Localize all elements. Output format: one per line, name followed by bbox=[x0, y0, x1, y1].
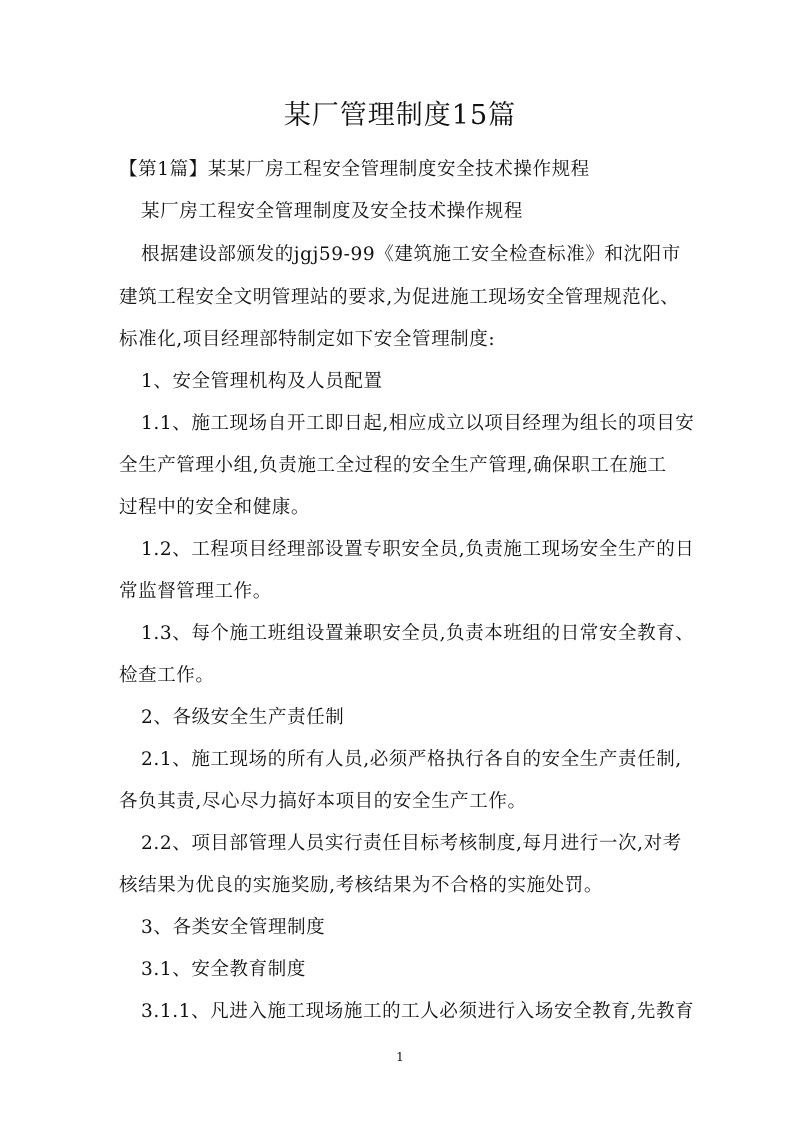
paragraph-line: 过程中的安全和健康。 bbox=[119, 497, 311, 518]
paragraph-line: 1、安全管理机构及人员配置 bbox=[141, 371, 383, 392]
paragraph-line: 3.1、安全教育制度 bbox=[141, 959, 306, 980]
document-title: 某厂管理制度15篇 bbox=[283, 100, 517, 131]
paragraph-line: 标准化,项目经理部特制定如下安全管理制度: bbox=[119, 329, 496, 350]
paragraph-line: 建筑工程安全文明管理站的要求,为促进施工现场安全管理规范化、 bbox=[119, 287, 680, 308]
paragraph-line: 3、各类安全管理制度 bbox=[141, 917, 326, 938]
section-heading: 【第1篇】某某厂房工程安全管理制度安全技术操作规程 bbox=[119, 159, 590, 180]
paragraph-line: 全生产管理小组,负责施工全过程的安全生产管理,确保职工在施工 bbox=[119, 455, 667, 476]
paragraph-line: 某厂房工程安全管理制度及安全技术操作规程 bbox=[141, 201, 524, 222]
paragraph-line: 1.3、每个施工班组设置兼职安全员,负责本班组的日常安全教育、 bbox=[141, 623, 695, 644]
paragraph-line: 2.2、项目部管理人员实行责任目标考核制度,每月进行一次,对考 bbox=[141, 833, 682, 854]
page-number: 1 bbox=[396, 1050, 404, 1064]
paragraph-line: 1.2、工程项目经理部设置专职安全员,负责施工现场安全生产的日 bbox=[141, 539, 695, 560]
paragraph-line: 检查工作。 bbox=[119, 665, 215, 686]
paragraph-line: 常监督管理工作。 bbox=[119, 581, 272, 602]
paragraph-line: 1.1、施工现场自开工即日起,相应成立以项目经理为组长的项目安 bbox=[141, 413, 695, 434]
paragraph-line: 根据建设部颁发的jgj59-99《建筑施工安全检查标准》和沈阳市 bbox=[141, 244, 681, 265]
paragraph-line: 核结果为优良的实施奖励,考核结果为不合格的实施处罚。 bbox=[119, 875, 603, 896]
paragraph-line: 2.1、施工现场的所有人员,必须严格执行各自的安全生产责任制, bbox=[141, 749, 682, 770]
paragraph-line: 2、各级安全生产责任制 bbox=[141, 707, 345, 728]
paragraph-line: 各负其责,尽心尽力搞好本项目的安全生产工作。 bbox=[119, 791, 527, 812]
paragraph-line: 3.1.1、凡进入施工现场施工的工人必须进行入场安全教育,先教育 bbox=[141, 1001, 695, 1022]
